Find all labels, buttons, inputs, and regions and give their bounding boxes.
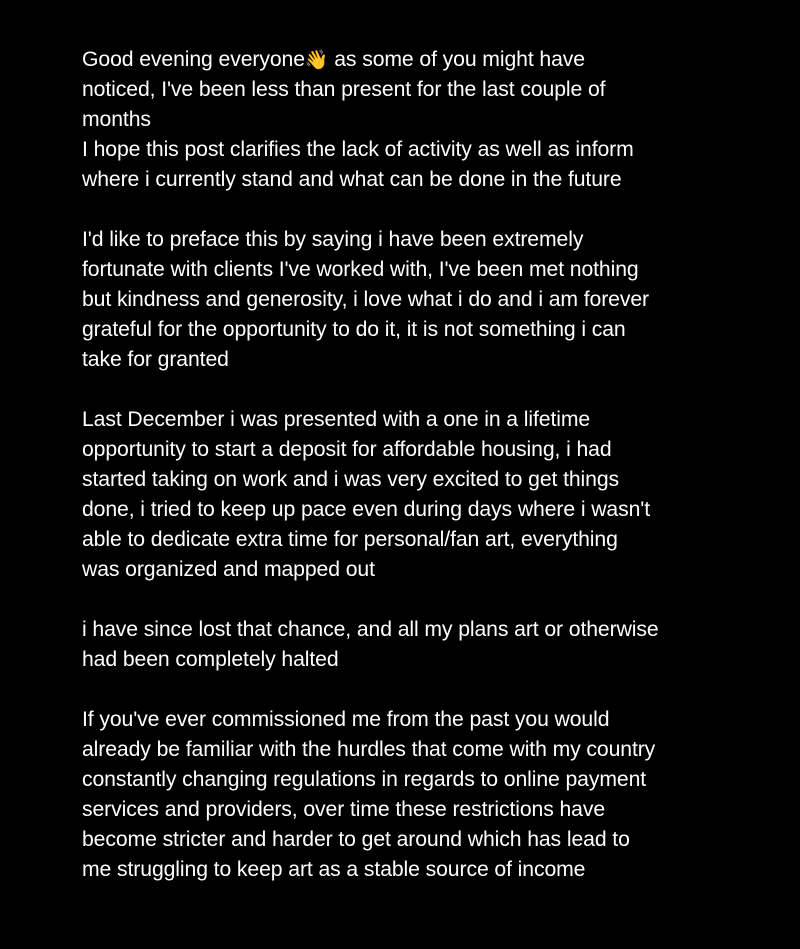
text-line: i have since lost that chance, and all my plans art or otherwise	[82, 618, 659, 641]
text-line: become stricter and harder to get around which has lead to	[82, 828, 630, 851]
text-line: had been completely halted	[82, 648, 339, 671]
text-line: fortunate with clients I've worked with, I've been met nothing	[82, 258, 639, 281]
paragraph-commissions	[82, 705, 722, 885]
text-line: constantly changing regulations in regards to online payment	[82, 768, 647, 791]
text-line: Last December i was presented with a one in a lifetime	[82, 408, 591, 431]
text-line: was organized and mapped out	[82, 558, 375, 581]
post-body	[82, 45, 722, 885]
text-line: If you've ever commissioned me from the past you would	[82, 708, 610, 731]
text-line: able to dedicate extra time for personal/fan art, everything	[82, 528, 618, 551]
text-line: grateful for the opportunity to do it, it is not something i can	[82, 318, 626, 341]
text-line: opportunity to start a deposit for affordable housing, i had	[82, 438, 612, 461]
text-segment: as some of you might have	[328, 48, 585, 71]
paragraph-preface	[82, 225, 722, 375]
text-line: take for granted	[82, 348, 229, 371]
text-line: done, i tried to keep up pace even during days where i wasn't	[82, 498, 651, 521]
text-line	[82, 45, 722, 75]
text-line: started taking on work and i was very excited to get things	[82, 468, 620, 491]
text-line: already be familiar with the hurdles that come with my country	[82, 738, 656, 761]
text-line: I'd like to preface this by saying i have been extremely	[82, 228, 584, 251]
text-line: noticed, I've been less than present for the last couple of	[82, 78, 606, 101]
text-segment: Good evening everyone	[82, 48, 305, 71]
text-line: but kindness and generosity, i love what i do and i am forever	[82, 288, 649, 311]
paragraph-greeting	[82, 45, 722, 195]
text-line: months	[82, 108, 151, 131]
text-line: I hope this post clarifies the lack of activity as well as inform	[82, 138, 634, 161]
paragraph-december	[82, 405, 722, 585]
text-line: me struggling to keep art as a stable source of income	[82, 858, 586, 881]
waving-hand-icon: 👋	[304, 49, 329, 71]
text-line: services and providers, over time these restrictions have	[82, 798, 606, 821]
text-line: where i currently stand and what can be done in the future	[82, 168, 622, 191]
paragraph-lost-chance	[82, 615, 722, 675]
